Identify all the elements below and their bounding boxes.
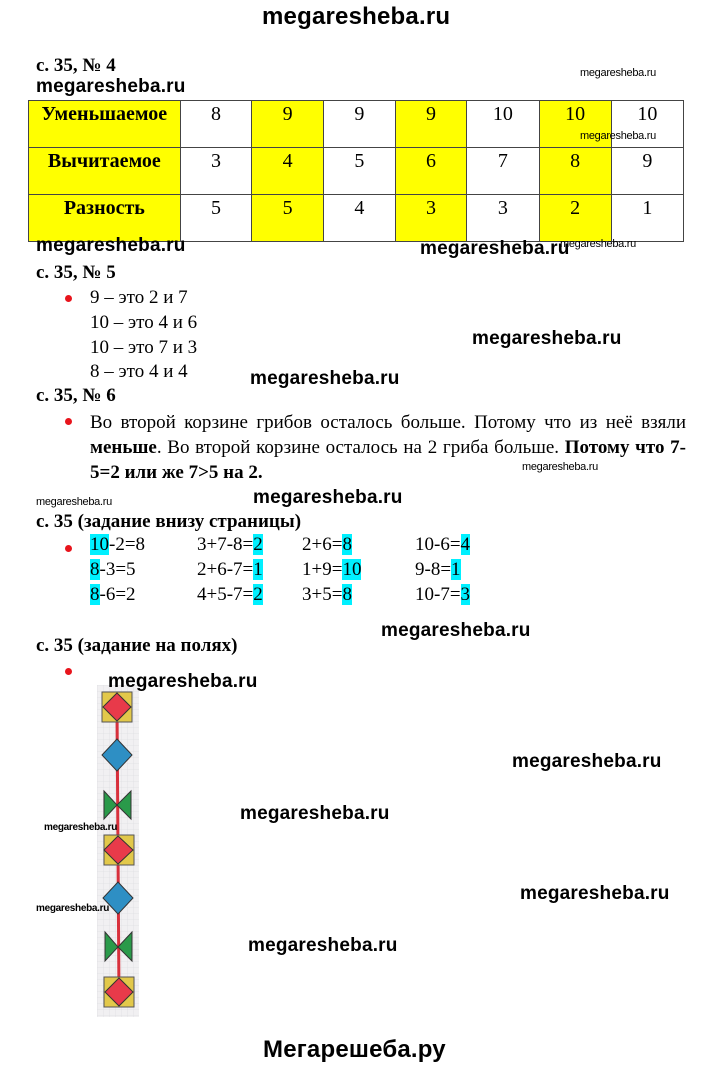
watermark: megaresheba.ru [250,368,400,389]
table-cell: 3 [467,195,539,242]
equation-text: 2+6= [302,534,343,555]
table-cell: 10 [539,101,611,148]
table-cell: 4 [252,148,324,195]
task5-line: 8 – это 4 и 4 [90,361,188,382]
equation [197,534,263,556]
highlighted-answer: 8 [342,584,352,605]
square-diamond-icon [104,977,134,1007]
table-cell: 9 [611,148,683,195]
watermark: megaresheba.ru [36,903,110,914]
task5-heading: с. 35, № 5 [36,262,116,283]
square-diamond-icon [104,835,134,865]
task5-line: 10 – это 4 и 6 [90,312,198,333]
equation [415,559,461,581]
table-cell: 4 [324,195,396,242]
row-label: Уменьшаемое [29,101,181,148]
table-cell: 5 [180,195,252,242]
highlighted-answer: 10 [342,559,362,580]
table-cell: 9 [252,101,324,148]
equation [90,584,136,606]
watermark: megaresheba.ru [512,751,662,772]
highlighted-answer: 10 [90,534,109,555]
table-cell: 1 [611,195,683,242]
task-margin-heading: с. 35 (задание на полях) [36,635,238,656]
task-bottom-heading: с. 35 (задание внизу страницы) [36,511,302,532]
highlighted-answer: 2 [253,534,263,555]
footer-title: Мегарешеба.ру [263,1036,446,1063]
table-cell: 8 [180,101,252,148]
equation [302,534,352,556]
highlighted-answer: 8 [90,559,100,580]
equation [197,559,263,581]
table-cell: 10 [467,101,539,148]
equation [90,534,145,556]
watermark: megaresheba.ru [44,822,118,833]
watermark: megaresheba.ru [36,496,112,508]
table-cell: 7 [467,148,539,195]
table-cell: 5 [324,148,396,195]
highlighted-answer: 4 [460,534,471,555]
watermark: megaresheba.ru [560,238,636,250]
row-label: Вычитаемое [29,148,181,195]
equation [302,584,352,606]
table-cell: 6 [395,148,467,195]
task5-line: 10 – это 7 и 3 [90,337,198,358]
table-cell: 5 [252,195,324,242]
watermark: megaresheba.ru [580,67,656,79]
table-cell: 10 [611,101,683,148]
row-label: Разность [29,195,181,242]
equation-text: 2+6-7= [197,559,254,580]
highlighted-answer: 8 [342,534,352,555]
table-cell: 9 [324,101,396,148]
watermark: megaresheba.ru [253,487,403,508]
task6-heading: с. 35, № 6 [36,385,116,406]
equation-text: -2=8 [109,534,146,555]
table-cell: 3 [180,148,252,195]
table-cell: 2 [539,195,611,242]
highlighted-answer: 1 [253,559,263,580]
equation [302,559,361,581]
watermark: megaresheba.ru [580,130,656,142]
pattern-drawing [97,685,139,1017]
watermark: megaresheba.ru [36,235,186,256]
watermark: megaresheba.ru [522,461,598,473]
watermark: megaresheba.ru [420,238,570,259]
equation [415,584,470,606]
equation-text: 3+5= [302,584,343,605]
watermark: megaresheba.ru [240,803,390,824]
highlighted-answer: 8 [90,584,100,605]
highlighted-answer: 3 [460,584,471,605]
table-cell: 8 [539,148,611,195]
task5-line: 9 – это 2 и 7 [90,287,188,308]
equation-text: 1+9= [302,559,343,580]
task4-heading: с. 35, № 4 [36,55,116,76]
bullet-icon [65,418,72,425]
equation-text: -6=2 [99,584,136,605]
header-watermark: megaresheba.ru [262,3,451,30]
equation [197,584,263,606]
table-cell: 3 [395,195,467,242]
bullet-icon [65,545,72,552]
highlighted-answer: 2 [253,584,263,605]
bullet-icon [65,295,72,302]
equation-text: 10-6= [415,534,461,555]
bullet-icon [65,668,72,675]
table-cell: 9 [395,101,467,148]
highlighted-answer: 1 [451,559,461,580]
table-row [29,148,684,195]
subtraction-table [28,100,684,242]
watermark: megaresheba.ru [381,620,531,641]
watermark: megaresheba.ru [108,671,258,692]
square-diamond-icon [102,692,132,722]
equation [415,534,470,556]
task6-text: Во второй корзине грибов осталось больше. Потому что из неё взяли меньше. Во второй корзине осталось на 2 гриба больше. Потому что 7-5=2 или же 7>5 на 2. [90,412,686,483]
equation-text: 9-8= [415,559,452,580]
watermark: megaresheba.ru [248,935,398,956]
watermark: megaresheba.ru [472,328,622,349]
equation-text: 4+5-7= [197,584,254,605]
watermark: megaresheba.ru [36,76,186,97]
equation-text: 3+7-8= [197,534,254,555]
equation-text: -3=5 [99,559,136,580]
equation-text: 10-7= [415,584,461,605]
watermark: megaresheba.ru [520,883,670,904]
equation [90,559,136,581]
